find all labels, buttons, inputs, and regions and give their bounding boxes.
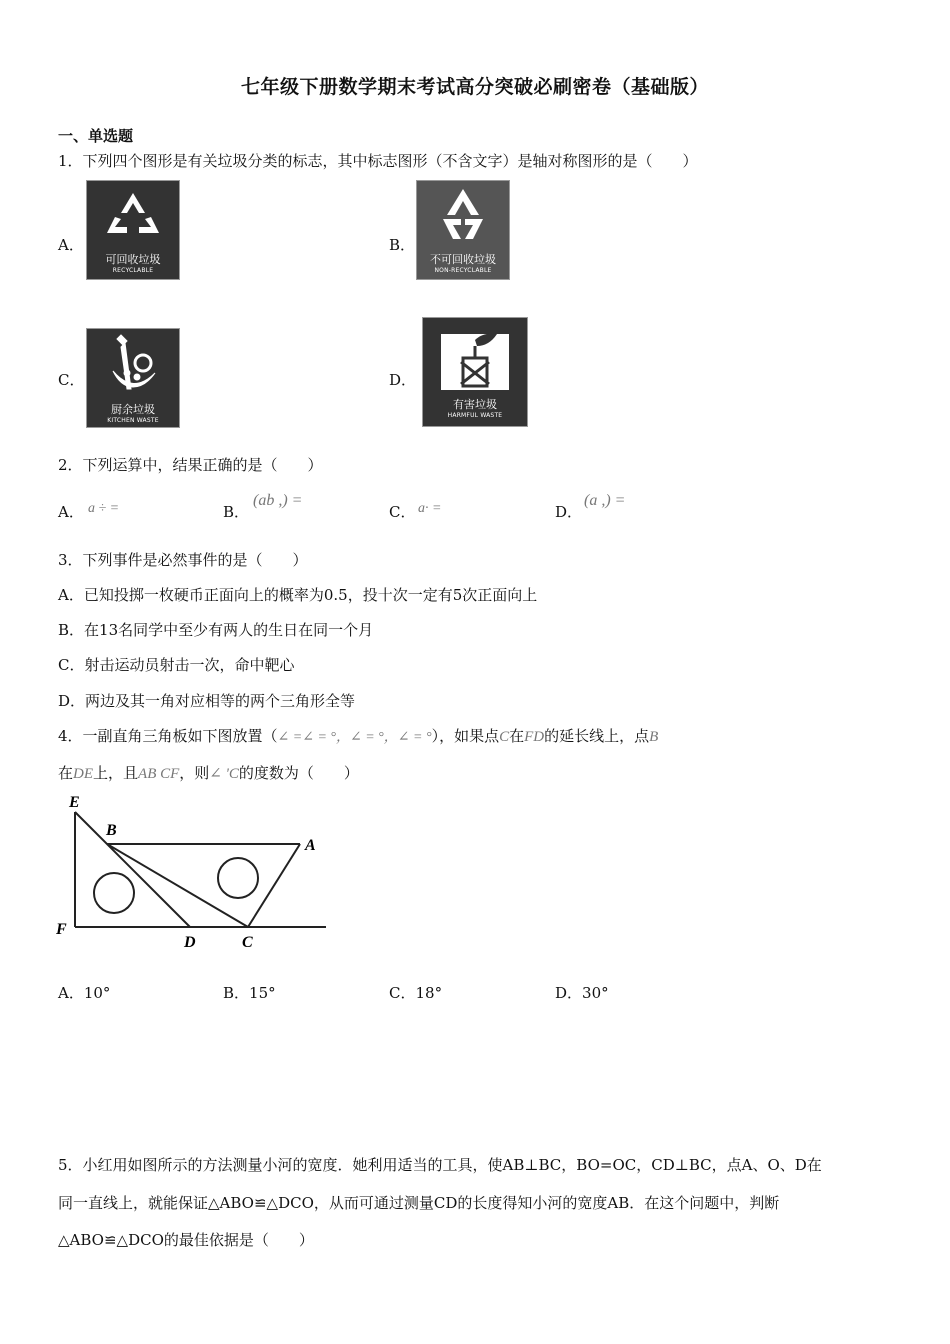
q1-d-icon-en: HARMFUL WASTE <box>447 412 503 419</box>
q1-a-icon-en: RECYCLABLE <box>112 267 154 274</box>
label-f: F <box>56 921 67 938</box>
q4-target-angle: ∠ 'C <box>209 766 239 782</box>
q1-option-d-letter: D． <box>389 371 417 389</box>
question-5-line-3: △ABO≌△DCO的最佳依据是（ ） <box>58 1231 314 1249</box>
q1-b-icon-en: NON-RECYCLABLE <box>434 267 492 274</box>
question-4-line-2 <box>58 762 359 783</box>
section-heading: 一、单选题 <box>58 127 134 145</box>
q2-option-c-letter: C． <box>389 503 416 521</box>
q1-d-icon-cn: 有害垃圾 <box>453 398 497 411</box>
page-title: 七年级下册数学期末考试高分突破必刷密卷（基础版） <box>240 76 709 98</box>
q4-angle-conditions: ∠ =∠ = °，∠ = °，∠ = ° <box>277 730 432 745</box>
q1-option-a-letter: A． <box>58 236 84 254</box>
q2-option-b-expr: (ab ,) = <box>253 492 303 509</box>
q4-option-a: A．10° <box>58 984 111 1002</box>
label-c: C <box>242 934 253 951</box>
q3-option-a: A．已知投掷一枚硬币正面向上的概率为0.5，投十次一定有5次正面向上 <box>58 586 538 604</box>
q4-text-8: 的度数为（ ） <box>238 764 359 782</box>
label-e: E <box>69 794 80 811</box>
q1-c-icon-en: KITCHEN WASTE <box>107 417 159 424</box>
q1-option-b-letter: B． <box>389 236 416 254</box>
q4-text-6: 上，且 <box>93 764 139 782</box>
label-d: D <box>184 934 196 951</box>
q4-parallel-condition: AB CF <box>138 766 180 782</box>
q3-option-b: B．在13名同学中至少有两人的生日在同一个月 <box>58 621 374 639</box>
q4-option-c: C．18° <box>389 984 443 1002</box>
q4-text-5: 在 <box>58 764 74 782</box>
q4-text-1: 4．一副直角三角板如下图放置（ <box>58 727 278 745</box>
non-recyclable-icon <box>416 180 510 280</box>
recycle-icon <box>86 180 180 280</box>
kitchen-waste-icon <box>86 328 180 428</box>
harmful-waste-icon <box>422 317 528 427</box>
q2-option-b-letter: B． <box>223 503 250 521</box>
q3-option-d: D．两边及其一角对应相等的两个三角形全等 <box>58 692 356 710</box>
question-5-line-1: 5．小红用如图所示的方法测量小河的宽度．她利用适当的工具，使AB⊥BC，BO=OC，CD⊥BC，点A、O、D在 <box>58 1156 822 1174</box>
q4-point-c: C <box>499 729 510 745</box>
question-1-stem: 1．下列四个图形是有关垃圾分类的标志，其中标志图形（不含文字）是轴对称图形的是（ ） <box>58 152 698 170</box>
q2-option-d-expr: (a ,) = <box>584 492 626 509</box>
q4-option-b: B．15° <box>223 984 276 1002</box>
q1-c-icon-cn: 厨余垃圾 <box>111 403 155 416</box>
q4-point-b: B <box>649 729 659 745</box>
q2-option-d-letter: D． <box>555 503 583 521</box>
q2-option-a-expr: a ÷ = <box>88 501 120 516</box>
question-4-line-1 <box>58 725 658 746</box>
q1-option-c-letter: C． <box>58 371 85 389</box>
q4-segment-de: DE <box>73 766 94 782</box>
label-b: B <box>106 822 117 839</box>
q3-option-c: C．射击运动员射击一次，命中靶心 <box>58 656 295 674</box>
q4-text-4: 的延长线上，点 <box>544 727 650 745</box>
q4-text-2: ），如果点 <box>431 727 500 745</box>
q4-text-7: ，则 <box>179 764 210 782</box>
question-5-line-2: 同一直线上，就能保证△ABO≌△DCO，从而可通过测量CD的长度得知小河的宽度AB．在这个问题中，判断 <box>58 1194 780 1212</box>
q1-a-icon-cn: 可回收垃圾 <box>105 253 161 266</box>
question-3-stem: 3．下列事件是必然事件的是（ ） <box>58 551 308 569</box>
q1-b-icon-cn: 不可回收垃圾 <box>430 253 496 266</box>
q2-option-c-expr: a· = <box>418 501 442 516</box>
label-a: A <box>305 837 316 854</box>
triangle-diagram <box>50 790 340 955</box>
q4-segment-fd: FD <box>524 729 545 745</box>
q4-text-3: 在 <box>509 727 525 745</box>
q2-option-a-letter: A． <box>58 503 84 521</box>
q4-option-d: D．30° <box>555 984 609 1002</box>
question-2-stem: 2．下列运算中，结果正确的是（ ） <box>58 456 323 474</box>
